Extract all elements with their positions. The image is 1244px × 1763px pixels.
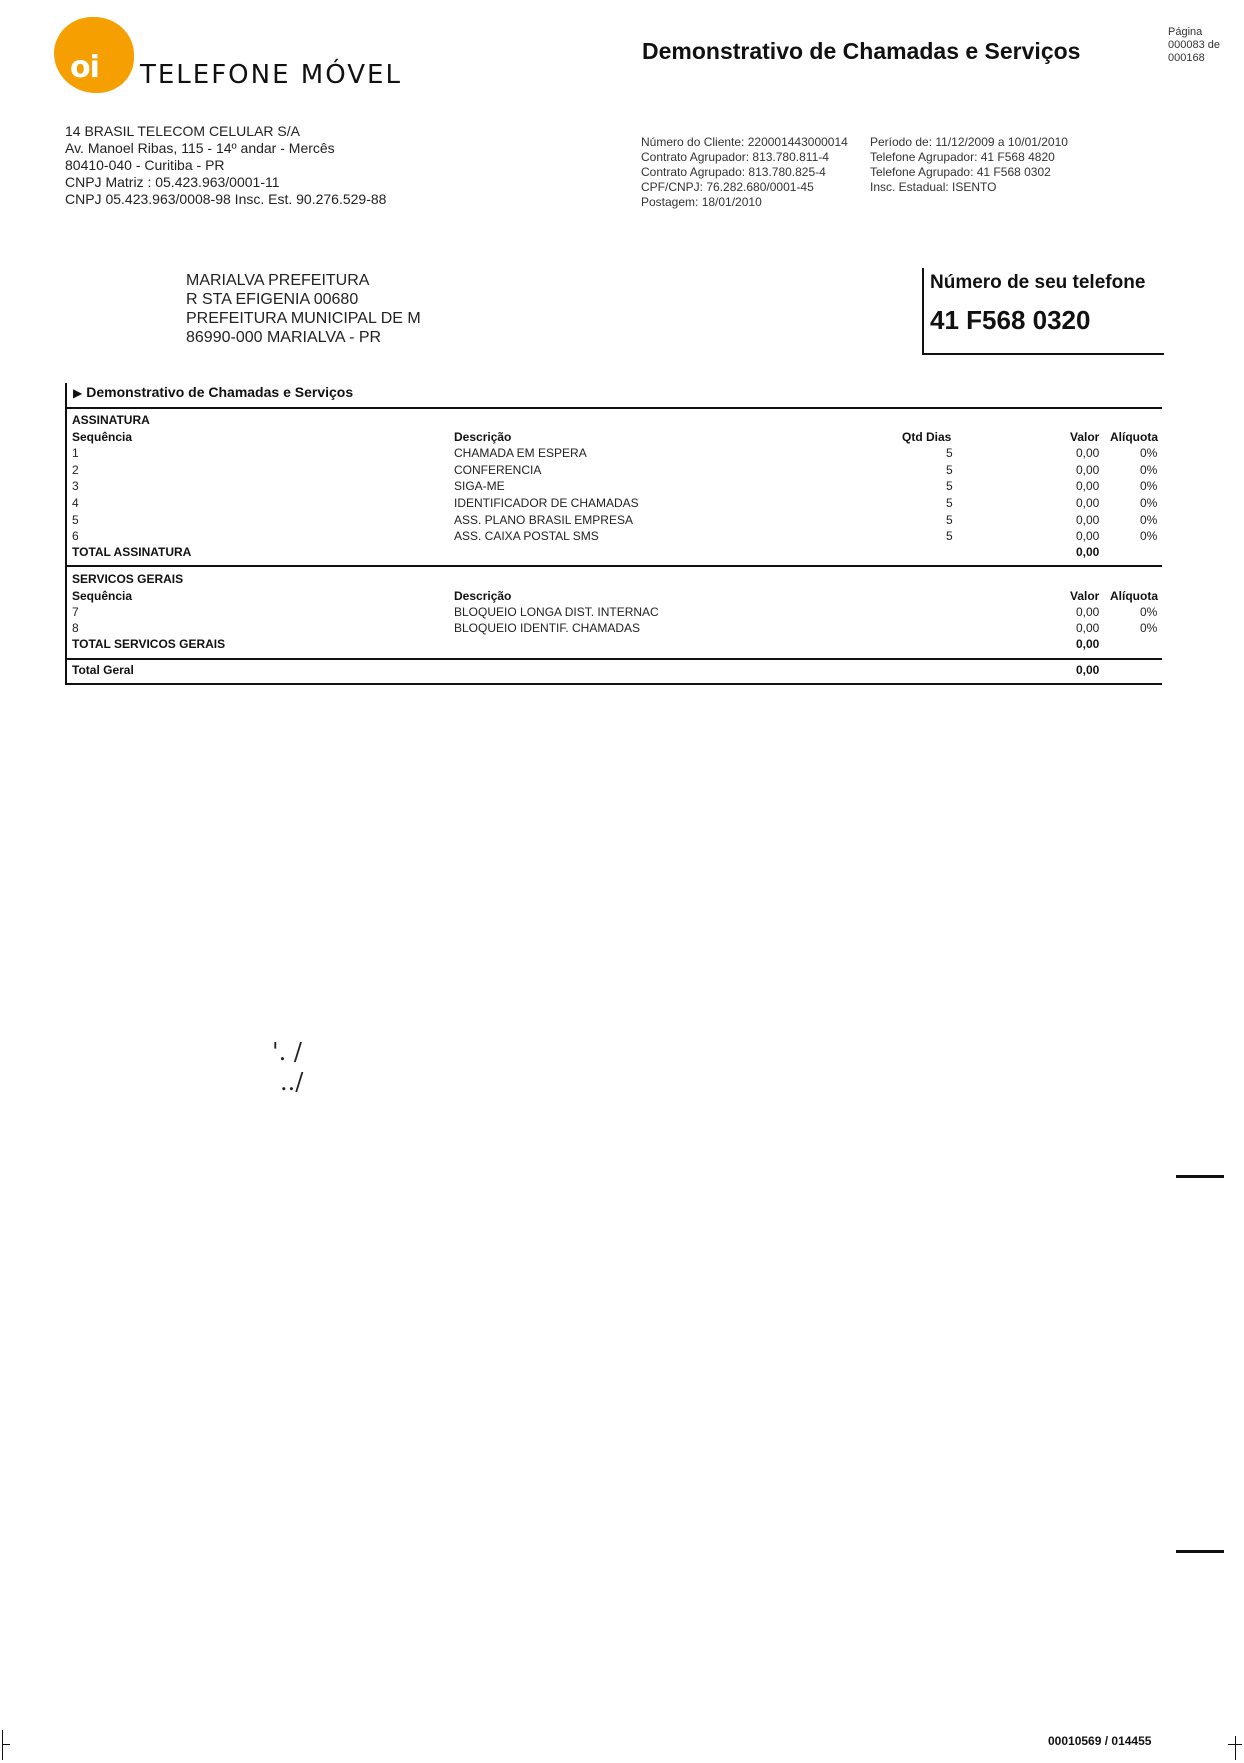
row-aliquota: 0% bbox=[1140, 446, 1158, 460]
row-qtd: 5 bbox=[946, 446, 953, 460]
company-line: 14 BRASIL TELECOM CELULAR S/A bbox=[65, 123, 300, 139]
brand-name: TELEFONE MÓVEL bbox=[140, 60, 402, 90]
row-qtd: 5 bbox=[946, 463, 953, 477]
phone-number: 41 F568 0320 bbox=[930, 305, 1091, 335]
client-info-line: Telefone Agrupador: 41 F568 4820 bbox=[870, 150, 1055, 164]
row-valor: 0,00 bbox=[1076, 446, 1100, 460]
document-title: Demonstrativo de Chamadas e Serviços bbox=[642, 38, 1081, 64]
col-sequencia: Sequência bbox=[72, 430, 133, 444]
row-aliquota: 0% bbox=[1140, 621, 1158, 635]
footer-code: 00010569 / 014455 bbox=[1048, 1734, 1152, 1748]
divider bbox=[65, 683, 1162, 685]
client-info-line: Contrato Agrupador: 813.780.811-4 bbox=[641, 150, 829, 164]
col-aliquota: Alíquota bbox=[1110, 430, 1158, 444]
col-descricao: Descrição bbox=[454, 430, 512, 444]
client-info-line: Contrato Agrupado: 813.780.825-4 bbox=[641, 165, 826, 179]
total-assinatura-label: TOTAL ASSINATURA bbox=[72, 545, 192, 559]
col-aliquota: Alíquota bbox=[1110, 589, 1158, 603]
row-desc: ASS. CAIXA POSTAL SMS bbox=[454, 529, 599, 543]
page-label: Página bbox=[1168, 26, 1203, 38]
recipient-line: R STA EFIGENIA 00680 bbox=[186, 291, 359, 308]
row-valor: 0,00 bbox=[1076, 463, 1100, 477]
client-info-line: Número do Cliente: 220001443000014 bbox=[641, 135, 848, 149]
page-indicator bbox=[1168, 26, 1220, 65]
print-marker bbox=[1176, 1550, 1224, 1553]
client-info-right bbox=[870, 135, 1068, 195]
company-line: CNPJ Matriz : 05.423.963/0001-11 bbox=[65, 174, 280, 190]
row-desc: CONFERENCIA bbox=[454, 463, 542, 477]
row-valor: 0,00 bbox=[1076, 479, 1100, 493]
row-desc: IDENTIFICADOR DE CHAMADAS bbox=[454, 496, 639, 510]
divider bbox=[65, 407, 1162, 409]
recipient-line: PREFEITURA MUNICIPAL DE M bbox=[186, 310, 421, 327]
section-frame bbox=[65, 383, 67, 683]
row-desc: SIGA-ME bbox=[454, 479, 505, 493]
page-number: 000083 de bbox=[1168, 39, 1220, 51]
handwritten-mark: '. / bbox=[272, 1038, 302, 1066]
row-qtd: 5 bbox=[946, 513, 953, 527]
row-seq: 1 bbox=[72, 446, 79, 460]
row-aliquota: 0% bbox=[1140, 496, 1158, 510]
section-title bbox=[73, 384, 353, 400]
row-qtd: 5 bbox=[946, 529, 953, 543]
total-servicos-label: TOTAL SERVICOS GERAIS bbox=[72, 637, 226, 651]
row-qtd: 5 bbox=[946, 496, 953, 510]
handwritten-mark: ../ bbox=[280, 1068, 304, 1096]
row-valor: 0,00 bbox=[1076, 605, 1100, 619]
crop-mark bbox=[1235, 1736, 1236, 1760]
recipient-line: MARIALVA PREFEITURA bbox=[186, 272, 370, 289]
print-marker bbox=[1176, 1175, 1224, 1178]
recipient-line: 86990-000 MARIALVA - PR bbox=[186, 329, 382, 346]
row-qtd: 5 bbox=[946, 479, 953, 493]
row-seq: 6 bbox=[72, 529, 79, 543]
col-valor: Valor bbox=[1070, 430, 1100, 444]
total-servicos-value: 0,00 bbox=[1076, 637, 1100, 651]
client-info-left bbox=[641, 135, 848, 210]
crop-mark bbox=[2, 1730, 3, 1760]
row-desc: BLOQUEIO LONGA DIST. INTERNAC bbox=[454, 605, 659, 619]
section-title-text: Demonstrativo de Chamadas e Serviços bbox=[86, 384, 354, 400]
client-info-line: Postagem: 18/01/2010 bbox=[641, 195, 762, 209]
row-seq: 8 bbox=[72, 621, 79, 635]
total-geral-label: Total Geral bbox=[72, 663, 134, 677]
row-valor: 0,00 bbox=[1076, 496, 1100, 510]
company-line: CNPJ 05.423.963/0008-98 Insc. Est. 90.276.529-88 bbox=[65, 191, 387, 207]
row-desc: CHAMADA EM ESPERA bbox=[454, 446, 587, 460]
logo-text: oi bbox=[70, 50, 99, 85]
row-desc: ASS. PLANO BRASIL EMPRESA bbox=[454, 513, 633, 527]
row-desc: BLOQUEIO IDENTIF. CHAMADAS bbox=[454, 621, 641, 635]
divider bbox=[65, 565, 1162, 567]
company-address bbox=[65, 123, 386, 208]
col-qtd-dias: Qtd Dias bbox=[902, 430, 952, 444]
phone-label: Número de seu telefone bbox=[930, 272, 1146, 293]
row-aliquota: 0% bbox=[1140, 463, 1158, 477]
client-info-line: Insc. Estadual: ISENTO bbox=[870, 180, 997, 194]
row-aliquota: 0% bbox=[1140, 513, 1158, 527]
page-total: 000168 bbox=[1168, 52, 1205, 64]
assinatura-heading: ASSINATURA bbox=[72, 413, 150, 427]
total-geral-value: 0,00 bbox=[1076, 663, 1100, 677]
row-valor: 0,00 bbox=[1076, 513, 1100, 527]
play-arrow-icon: ▶ bbox=[73, 386, 83, 400]
total-assinatura-value: 0,00 bbox=[1076, 545, 1100, 559]
col-valor: Valor bbox=[1070, 589, 1100, 603]
row-valor: 0,00 bbox=[1076, 621, 1100, 635]
row-seq: 5 bbox=[72, 513, 79, 527]
crop-mark bbox=[2, 1744, 10, 1745]
client-info-line: Telefone Agrupado: 41 F568 0302 bbox=[870, 165, 1051, 179]
row-aliquota: 0% bbox=[1140, 605, 1158, 619]
row-seq: 3 bbox=[72, 479, 79, 493]
row-valor: 0,00 bbox=[1076, 529, 1100, 543]
client-info-line: Período de: 11/12/2009 a 10/01/2010 bbox=[870, 135, 1068, 149]
row-seq: 4 bbox=[72, 496, 79, 510]
recipient-address bbox=[186, 271, 421, 347]
row-seq: 7 bbox=[72, 605, 79, 619]
company-line: Av. Manoel Ribas, 115 - 14º andar - Mercês bbox=[65, 140, 335, 156]
col-sequencia: Sequência bbox=[72, 589, 133, 603]
company-line: 80410-040 - Curitiba - PR bbox=[65, 157, 225, 173]
col-descricao: Descrição bbox=[454, 589, 512, 603]
servicos-heading: SERVICOS GERAIS bbox=[72, 572, 184, 586]
row-aliquota: 0% bbox=[1140, 479, 1158, 493]
client-info-line: CPF/CNPJ: 76.282.680/0001-45 bbox=[641, 180, 814, 194]
row-aliquota: 0% bbox=[1140, 529, 1158, 543]
divider bbox=[65, 658, 1162, 660]
row-seq: 2 bbox=[72, 463, 79, 477]
